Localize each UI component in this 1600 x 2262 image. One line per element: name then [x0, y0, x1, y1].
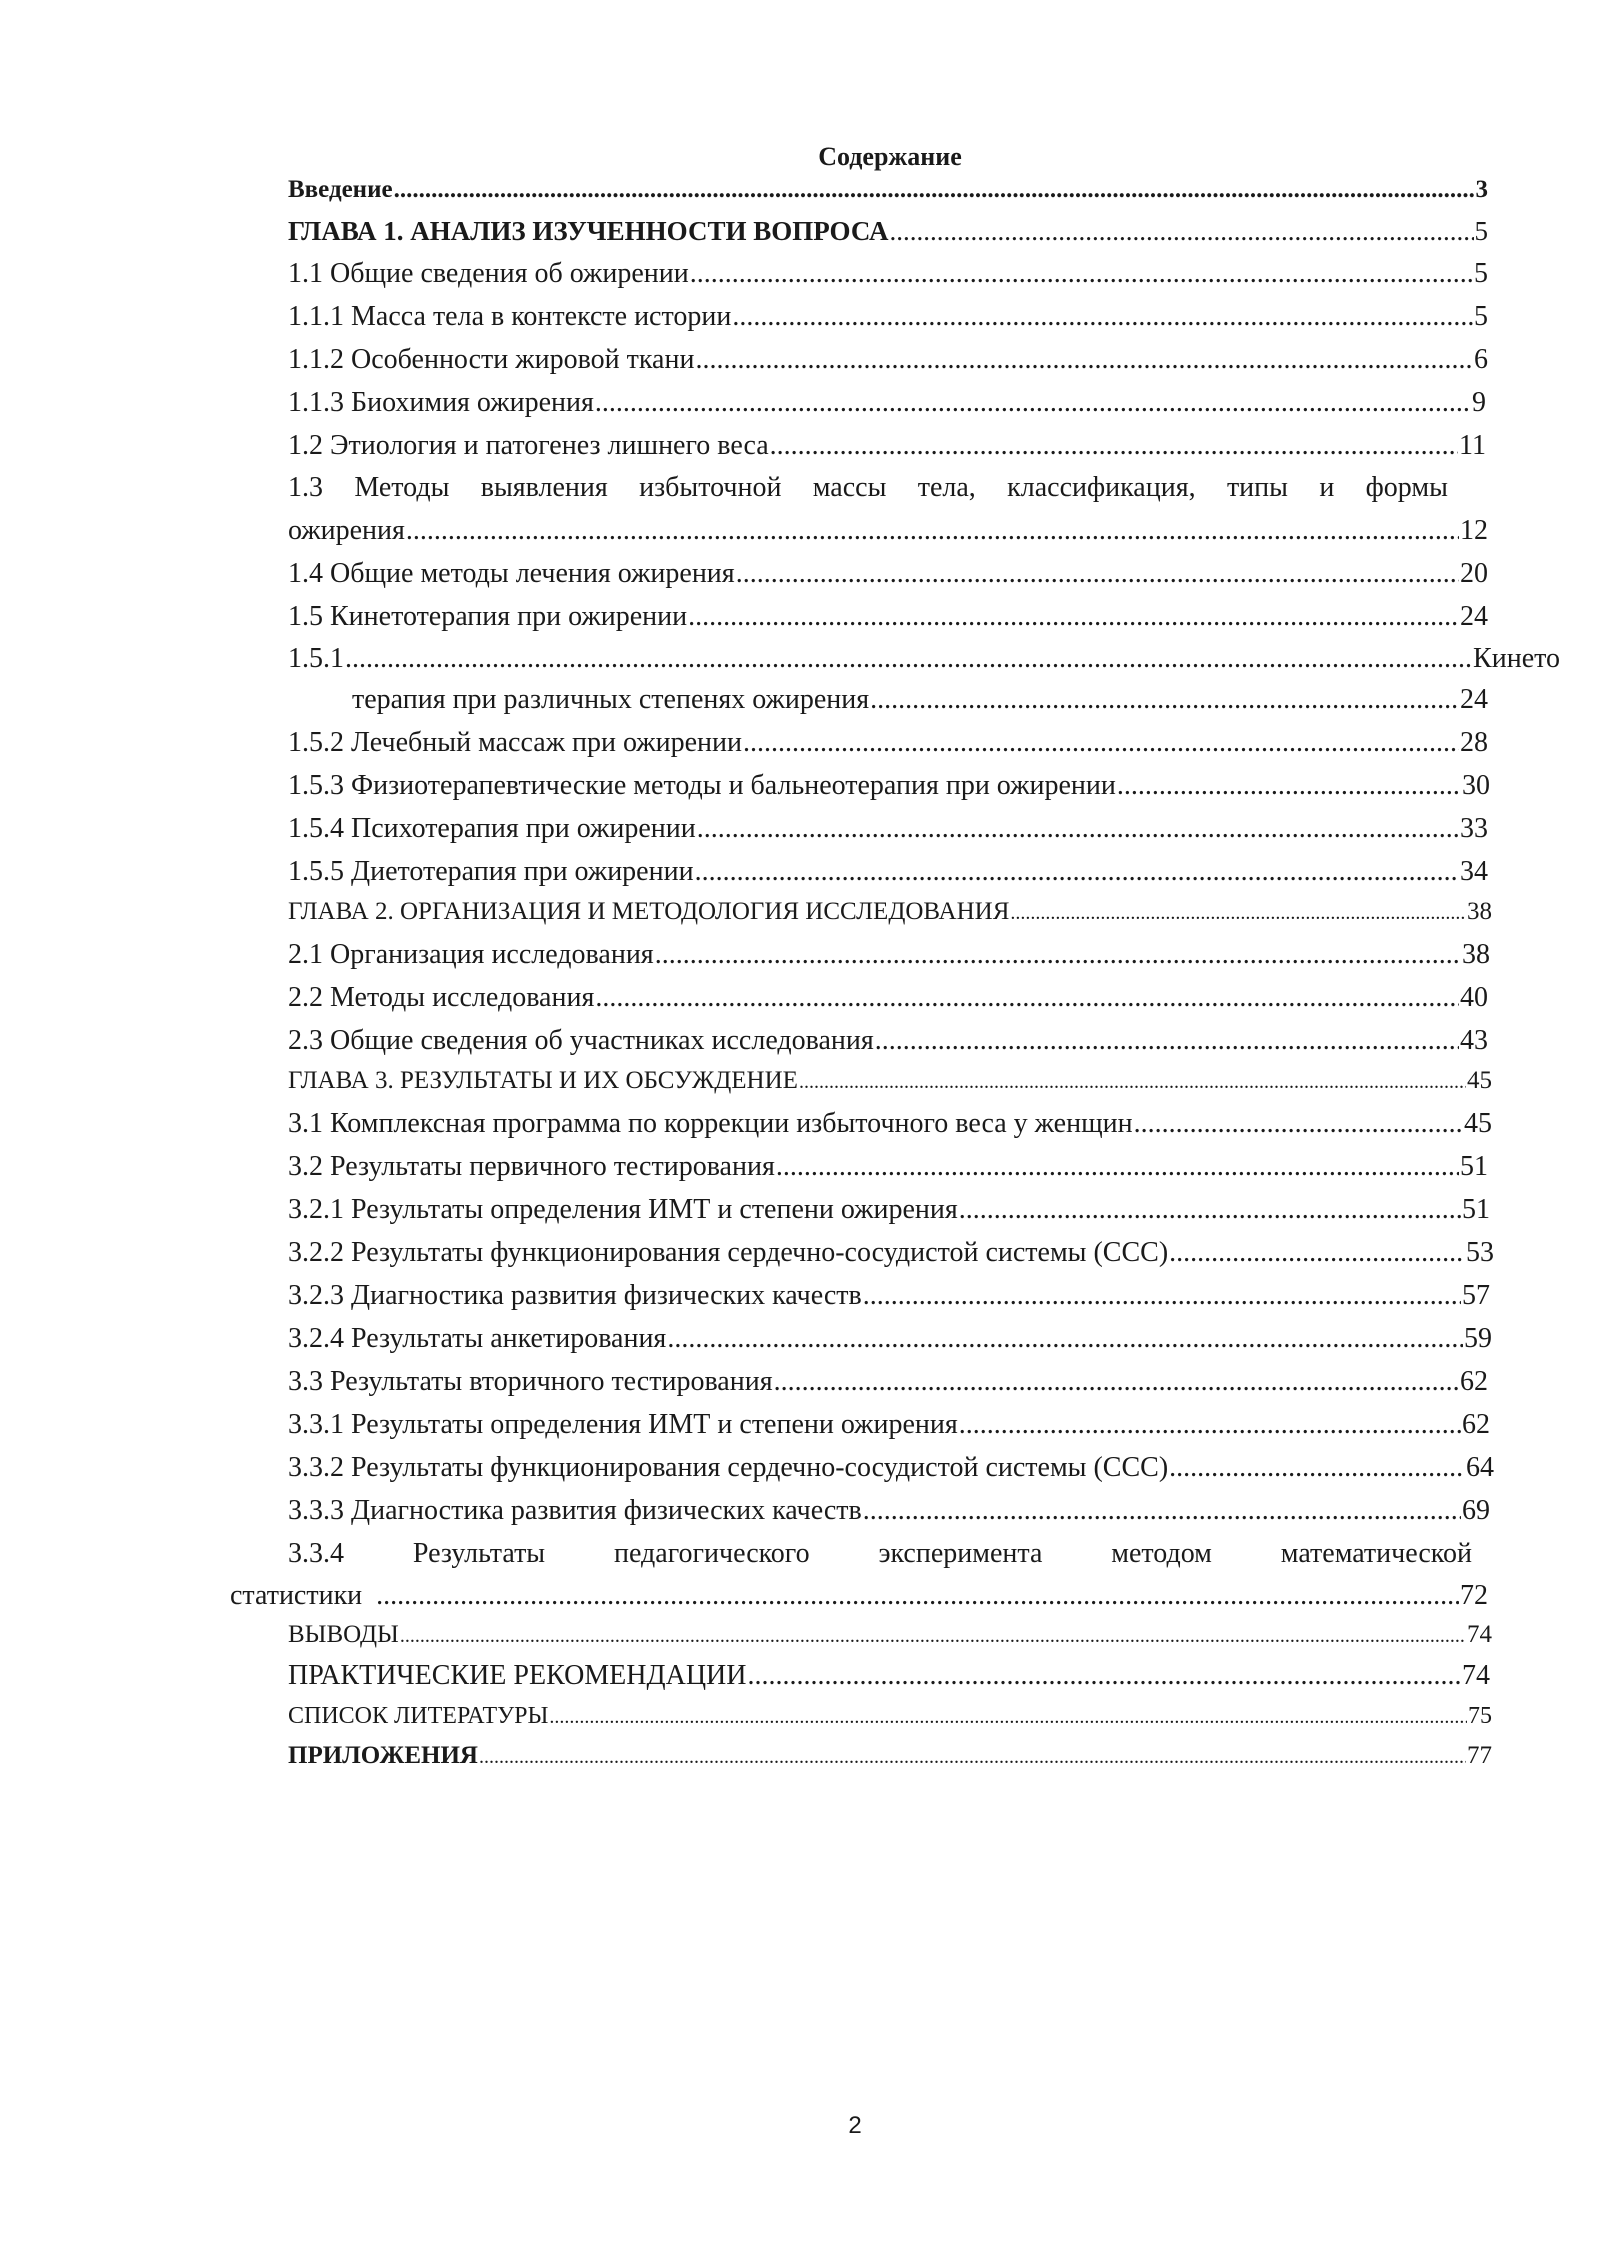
toc-entry-word: педагогического: [614, 1538, 810, 1569]
toc-leader-dots: [890, 216, 1474, 247]
toc-entry-label: 1.2 Этиология и патогенез лишнего веса: [288, 430, 769, 461]
toc-entry-label: ПРАКТИЧЕСКИЕ РЕКОМЕНДАЦИИ: [288, 1660, 747, 1691]
toc-entry-1-5[interactable]: [288, 601, 1488, 633]
toc-entry-page: 28: [1460, 727, 1488, 758]
toc-entry-3-3-2[interactable]: [288, 1452, 1494, 1484]
toc-entry-label: 2.1 Организация исследования: [288, 939, 654, 970]
toc-entry-chapter-1[interactable]: [288, 216, 1488, 247]
toc-entry-word: тела,: [917, 472, 976, 503]
toc-entry-label-end: Кинето: [1473, 643, 1560, 674]
toc-entry-page: 9: [1472, 387, 1486, 418]
toc-entry-conclusions[interactable]: [288, 1621, 1492, 1649]
toc-leader-dots: [748, 1660, 1462, 1692]
toc-entry-3-2-1[interactable]: [288, 1194, 1490, 1226]
toc-entry-label: 3.2 Результаты первичного тестирования: [288, 1151, 775, 1182]
toc-entry-label: 1.1.2 Особенности жировой ткани: [288, 344, 695, 375]
toc-entry-word: 1.3: [288, 472, 323, 503]
toc-entry-page: 51: [1460, 1151, 1488, 1182]
toc-entry-label: 1.5.5 Диетотерапия при ожирении: [288, 856, 694, 887]
toc-entry-word: выявления: [480, 472, 608, 503]
toc-entry-page: 43: [1460, 1025, 1488, 1056]
toc-entry-label: 1.4 Общие методы лечения ожирения: [288, 558, 735, 589]
toc-entry-page: 20: [1460, 558, 1488, 589]
toc-entry-label: 1.5.2 Лечебный массаж при ожирении: [288, 727, 742, 758]
toc-entry-label: 1.5.1: [288, 643, 344, 674]
toc-entry-label: 1.5 Кинетотерапия при ожирении: [288, 601, 688, 632]
toc-entry-recommendations[interactable]: [288, 1660, 1490, 1692]
toc-entry-label: 1.5.3 Физиотерапевтические методы и бальнеотерапия при ожирении: [288, 770, 1116, 801]
toc-entry-1-1[interactable]: [288, 258, 1488, 290]
toc-entry-word: эксперимента: [878, 1538, 1043, 1569]
toc-leader-dots: [406, 515, 1459, 547]
toc-leader-dots: [1169, 1237, 1465, 1269]
toc-entry-label: 3.2.2 Результаты функционирования сердечно-сосудистой системы (ССС): [288, 1237, 1169, 1268]
toc-entry-3-3-1[interactable]: [288, 1409, 1490, 1441]
toc-leader-dots: [695, 856, 1459, 888]
toc-leader-dots: [774, 1366, 1459, 1398]
toc-entry-page: 24: [1460, 684, 1488, 715]
toc-entry-page: 11: [1459, 430, 1486, 461]
toc-entry-label: Введение: [288, 176, 393, 203]
toc-entry-page: 74: [1467, 1621, 1492, 1648]
toc-entry-1-5-2[interactable]: [288, 727, 1488, 759]
toc-entry-appendices[interactable]: [288, 1742, 1492, 1770]
toc-entry-1-1-1[interactable]: [288, 301, 1488, 333]
toc-entry-label: 2.3 Общие сведения об участниках исследования: [288, 1025, 874, 1056]
toc-entry-label: СПИСОК ЛИТЕРАТУРЫ: [288, 1703, 549, 1729]
toc-entry-word: классификация,: [1007, 472, 1196, 503]
toc-entry-chapter-2[interactable]: [288, 898, 1492, 926]
toc-entry-page: 45: [1464, 1108, 1492, 1139]
toc-entry-1-3-line-1[interactable]: [288, 472, 1448, 504]
toc-entry-page: 62: [1460, 1366, 1488, 1397]
toc-entry-page: 62: [1462, 1409, 1490, 1440]
toc-leader-dots: [595, 982, 1459, 1014]
toc-entry-label: ГЛАВА 2. ОРГАНИЗАЦИЯ И МЕТОДОЛОГИЯ ИССЛЕДОВАНИЯ: [288, 898, 1010, 925]
toc-leader-dots: [770, 430, 1458, 462]
toc-leader-dots: [863, 1280, 1461, 1312]
toc-entry-page: 12: [1460, 515, 1488, 546]
toc-entry-page: 34: [1460, 856, 1488, 887]
toc-entry-label: 1.5.4 Психотерапия при ожирении: [288, 813, 696, 844]
toc-entry-page: 51: [1462, 1194, 1490, 1225]
toc-entry-page: 30: [1462, 770, 1490, 801]
toc-entry-introduction[interactable]: [288, 176, 1488, 204]
toc-leader-dots: [690, 258, 1473, 290]
toc-entry-label: 3.3 Результаты вторичного тестирования: [288, 1366, 773, 1397]
toc-leader-dots: [595, 387, 1471, 419]
toc-entry-1-5-1-line-2[interactable]: [352, 684, 1488, 716]
toc-entry-label: 3.3.3 Диагностика развития физических качеств: [288, 1495, 862, 1526]
toc-entry-page: 6: [1474, 344, 1488, 375]
toc-entry-3-2-2[interactable]: [288, 1237, 1494, 1269]
toc-leader-dots: [549, 1706, 1467, 1729]
toc-entry-2-3[interactable]: [288, 1025, 1488, 1057]
toc-leader-dots: [655, 939, 1461, 971]
toc-entry-label: 2.2 Методы исследования: [288, 982, 595, 1013]
toc-entry-word: и: [1319, 472, 1335, 503]
toc-leader-dots: [479, 1746, 1466, 1769]
toc-entry-label: 3.2.4 Результаты анкетирования: [288, 1323, 667, 1354]
toc-entry-label: ГЛАВА 1. АНАЛИЗ ИЗУЧЕННОСТИ ВОПРОСА: [288, 216, 889, 246]
toc-entry-word: математической: [1280, 1538, 1472, 1569]
toc-entry-label: 1.1 Общие сведения об ожирении: [288, 258, 689, 289]
toc-leader-dots: [695, 344, 1473, 376]
toc-leader-dots: [736, 558, 1459, 590]
toc-entry-word: Методы: [354, 472, 450, 503]
toc-entry-label: ПРИЛОЖЕНИЯ: [288, 1742, 478, 1769]
toc-entry-3-2-3[interactable]: [288, 1280, 1490, 1312]
toc-entry-page: 38: [1467, 898, 1492, 925]
toc-leader-dots: [697, 813, 1459, 845]
toc-leader-dots: [863, 1495, 1461, 1527]
toc-entry-3-1[interactable]: [288, 1108, 1492, 1140]
toc-entry-label: ожирения: [288, 515, 405, 546]
toc-leader-dots: [345, 643, 1472, 675]
toc-leader-dots: [400, 1625, 1466, 1648]
toc-entry-label: 3.2.1 Результаты определения ИМТ и степени ожирения: [288, 1194, 958, 1225]
toc-entry-label: статистики: [230, 1580, 363, 1611]
toc-entry-2-1[interactable]: [288, 939, 1490, 971]
toc-entry-1-1-3[interactable]: [288, 387, 1486, 419]
toc-entry-1-5-1-line-1[interactable]: [288, 643, 1560, 675]
page-number: 2: [848, 2112, 862, 2139]
toc-entry-page: 45: [1467, 1067, 1492, 1094]
toc-entry-2-2[interactable]: [288, 982, 1488, 1014]
toc-entry-label: ВЫВОДЫ: [288, 1621, 399, 1648]
toc-entry-page: 33: [1460, 813, 1488, 844]
toc-entry-label: 3.3.1 Результаты определения ИМТ и степени ожирения: [288, 1409, 958, 1440]
toc-entry-label: 3.1 Комплексная программа по коррекции избыточного веса у женщин: [288, 1108, 1133, 1139]
toc-entry-1-5-4[interactable]: [288, 813, 1488, 845]
toc-entry-page: 24: [1460, 601, 1488, 632]
toc-leader-dots: [959, 1194, 1461, 1226]
toc-entry-label: 1.1.3 Биохимия ожирения: [288, 387, 594, 418]
toc-leader-dots: [667, 1323, 1463, 1355]
toc-entry-1-2[interactable]: [288, 430, 1486, 462]
toc-entry-word: методом: [1111, 1538, 1212, 1569]
toc-entry-1-1-2[interactable]: [288, 344, 1488, 376]
toc-entry-word: избыточной: [639, 472, 782, 503]
toc-leader-dots: [776, 1151, 1459, 1183]
toc-entry-chapter-3[interactable]: [288, 1067, 1492, 1095]
toc-leader-dots: [1010, 902, 1466, 925]
toc-entry-page: 77: [1467, 1742, 1492, 1769]
toc-entry-3-2[interactable]: [288, 1151, 1488, 1183]
toc-leader-dots: [732, 301, 1473, 333]
toc-leader-dots: [875, 1025, 1459, 1057]
toc-entry-page: 40: [1460, 982, 1488, 1013]
toc-entry-page: 75: [1468, 1703, 1492, 1729]
toc-entry-label: 3.3.2 Результаты функционирования сердечно-сосудистой системы (ССС): [288, 1452, 1169, 1483]
toc-leader-dots: [1134, 1108, 1463, 1140]
toc-entry-page: 3: [1475, 176, 1488, 203]
toc-leader-dots: [870, 684, 1459, 716]
toc-entry-page: 38: [1462, 939, 1490, 970]
toc-entry-page: 59: [1464, 1323, 1492, 1354]
toc-entry-label: терапия при различных степенях ожирения: [352, 684, 870, 715]
toc-entry-1-5-3[interactable]: [288, 770, 1490, 802]
toc-entry-word: массы: [812, 472, 887, 503]
toc-entry-page: 5: [1474, 301, 1488, 332]
toc-entry-1-4[interactable]: [288, 558, 1488, 590]
toc-entry-page: 57: [1462, 1280, 1490, 1311]
toc-entry-page: 53: [1466, 1237, 1494, 1268]
toc-leader-dots: [1169, 1452, 1465, 1484]
toc-entry-1-3-line-2[interactable]: [288, 515, 1488, 547]
toc-entry-page: 5: [1474, 216, 1488, 246]
toc-leader-dots: [959, 1409, 1461, 1441]
toc-entry-word: типы: [1226, 472, 1288, 503]
toc-entry-word: Результаты: [412, 1538, 546, 1569]
toc-entry-1-5-5[interactable]: [288, 856, 1488, 888]
toc-leader-dots: [688, 601, 1459, 633]
toc-leader-dots: [1117, 770, 1461, 802]
toc-leader-dots: [376, 1580, 1459, 1612]
toc-entry-3-3-3[interactable]: [288, 1495, 1490, 1527]
toc-entry-3-2-4[interactable]: [288, 1323, 1492, 1355]
toc-entry-word: формы: [1365, 472, 1448, 503]
toc-entry-page: 64: [1466, 1452, 1494, 1483]
toc-entry-3-3-4-line-2[interactable]: [230, 1580, 1488, 1612]
toc-leader-dots: [799, 1071, 1466, 1094]
toc-entry-label: 1.1.1 Масса тела в контексте истории: [288, 301, 732, 332]
toc-entry-page: 5: [1474, 258, 1488, 289]
toc-entry-label: 3.2.3 Диагностика развития физических качеств: [288, 1280, 862, 1311]
toc-entry-page: 72: [1460, 1580, 1488, 1611]
toc-entry-3-3[interactable]: [288, 1366, 1488, 1398]
toc-entry-references[interactable]: [288, 1703, 1492, 1730]
toc-entry-label: ГЛАВА 3. РЕЗУЛЬТАТЫ И ИХ ОБСУЖДЕНИЕ: [288, 1067, 798, 1094]
toc-entry-page: 74: [1462, 1660, 1490, 1691]
toc-leader-dots: [743, 727, 1459, 759]
toc-entry-word: 3.3.4: [288, 1538, 344, 1569]
toc-title: Содержание: [818, 142, 962, 171]
toc-entry-page: 69: [1462, 1495, 1490, 1526]
toc-entry-3-3-4-line-1[interactable]: [288, 1538, 1472, 1570]
toc-leader-dots: [394, 176, 1475, 204]
